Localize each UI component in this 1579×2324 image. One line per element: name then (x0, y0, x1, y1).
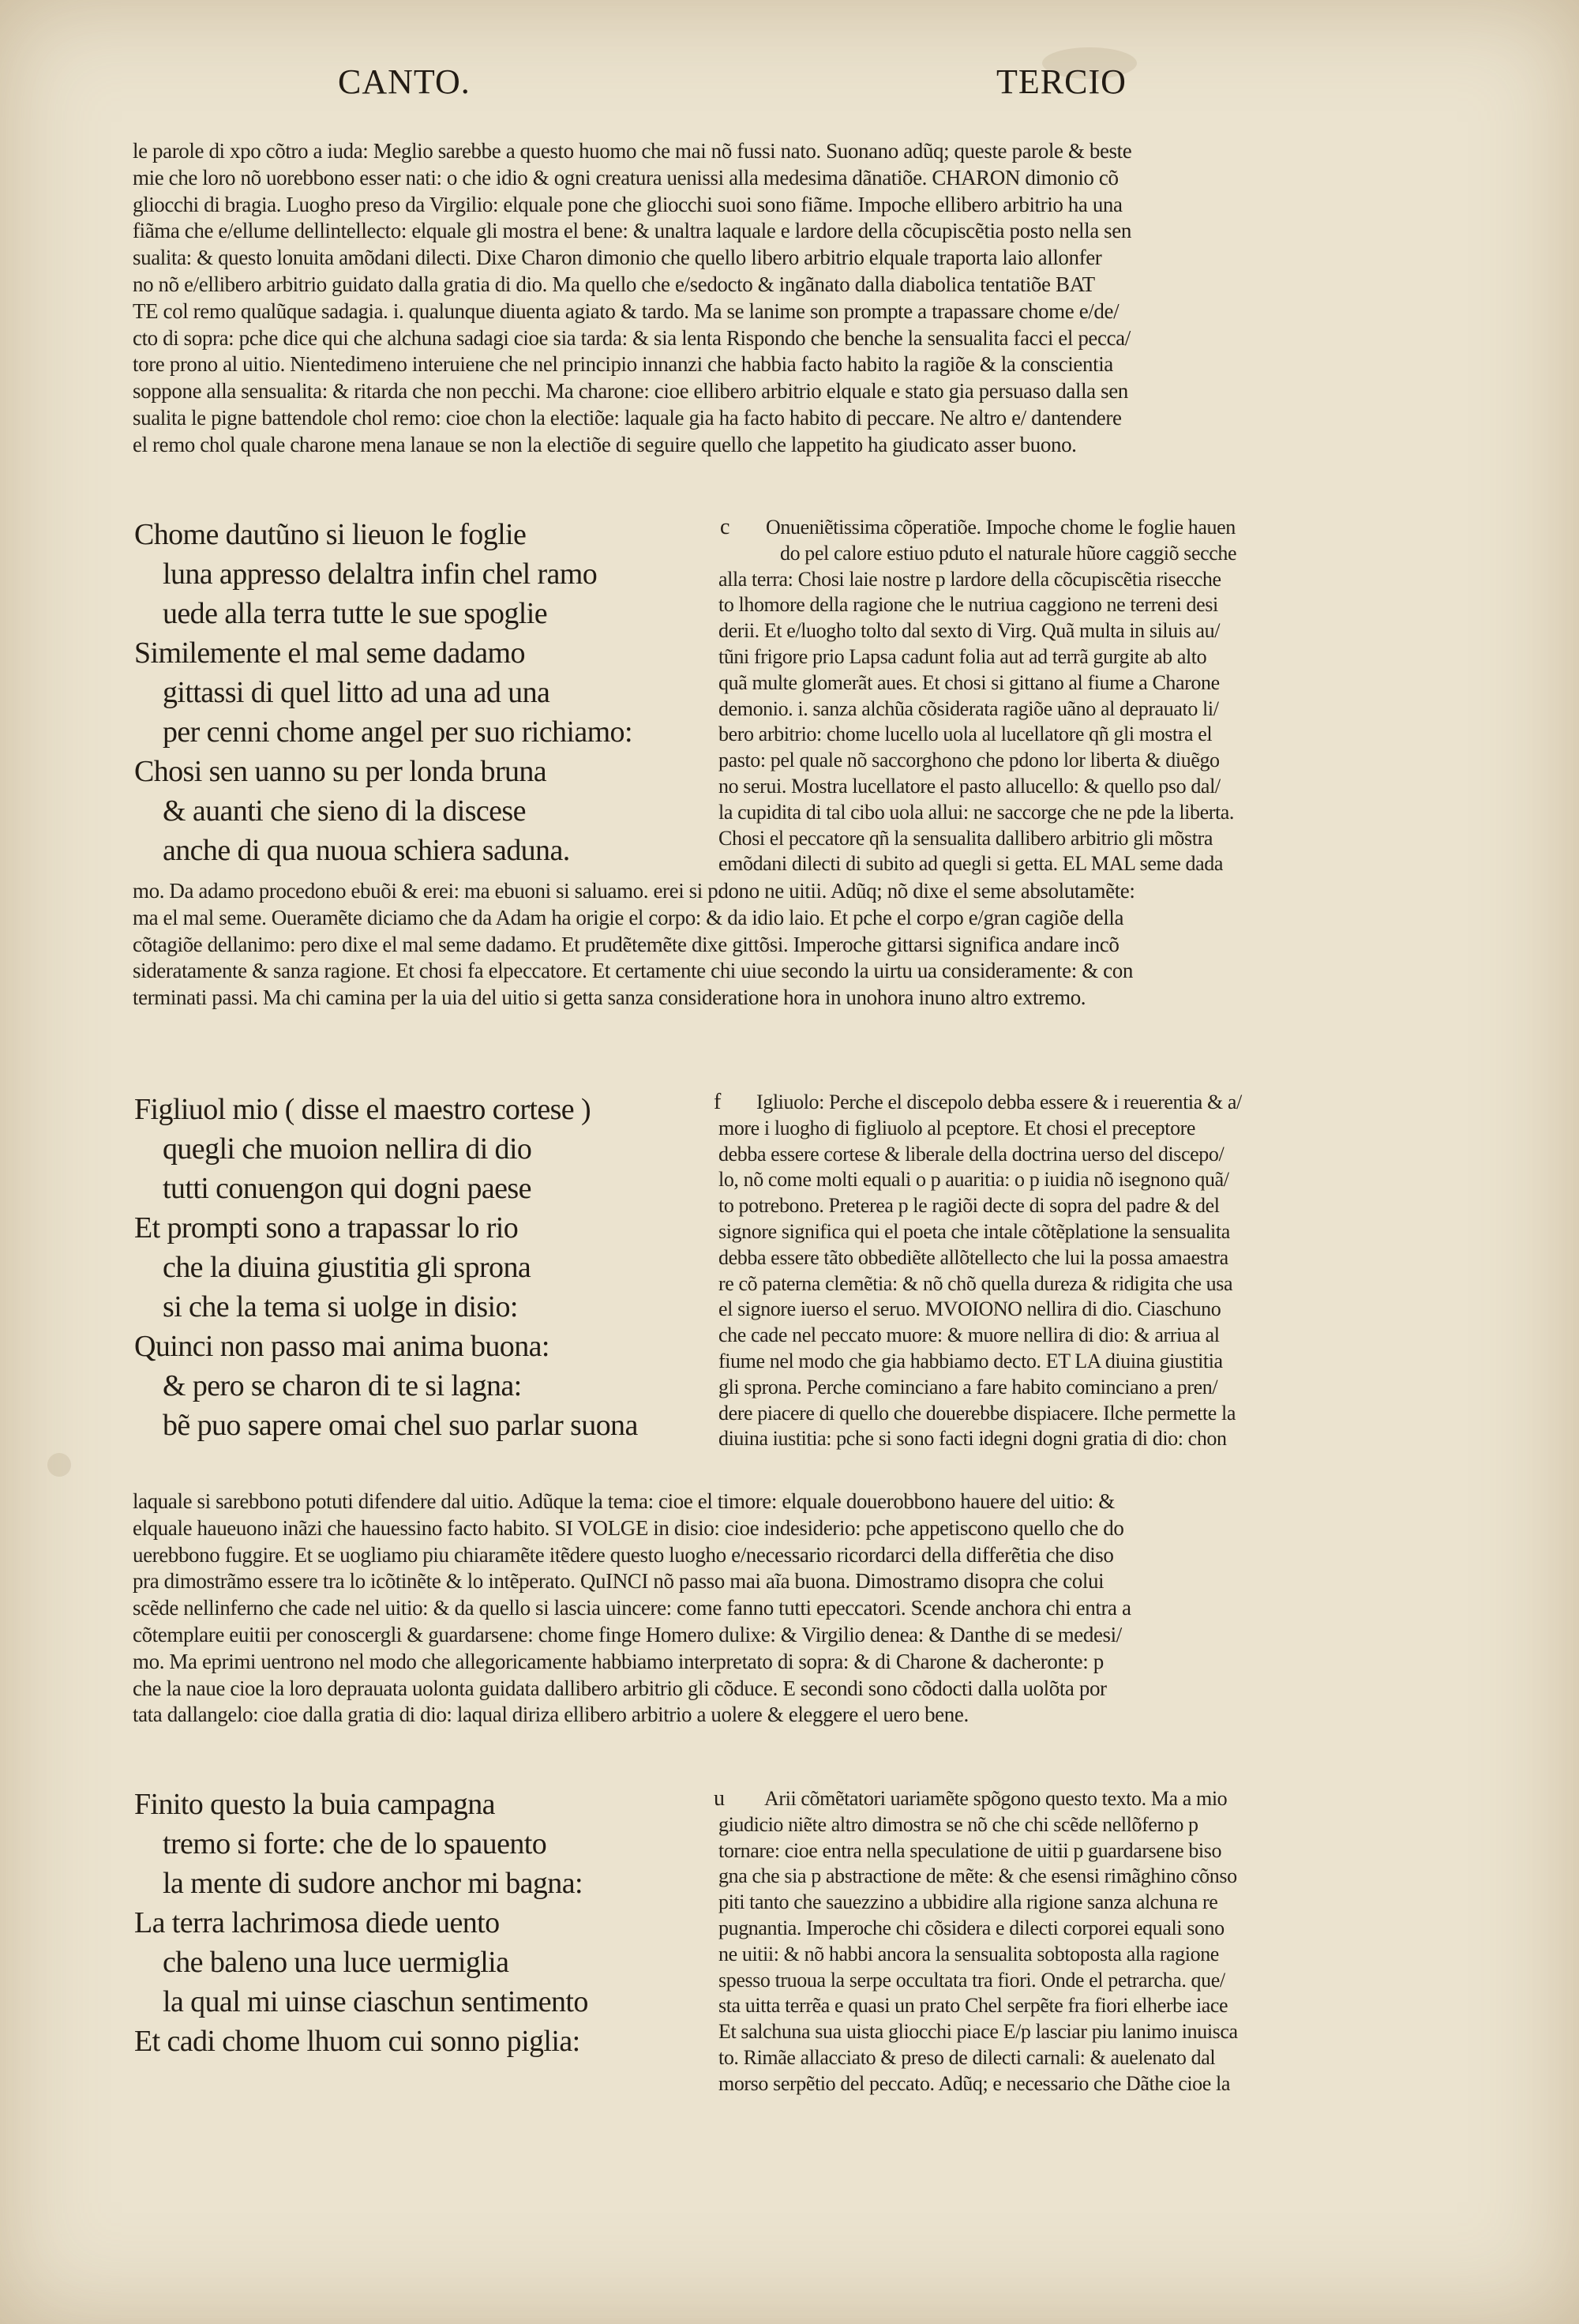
header-canto: CANTO. (338, 62, 471, 101)
text-line: ne uitii: & nõ habbi ancora la sensualita sobtoposta alla ragione (718, 1942, 1219, 1965)
text-line: debba essere cortese & liberale della doctrina uerso del discepo/ (718, 1142, 1225, 1166)
side-commentary-3 (718, 1786, 1396, 2097)
verse-block-3 (134, 1785, 588, 2061)
verse-line: la mente di sudore anchor mi bagna: (163, 1867, 583, 1900)
text-line: mie che loro nõ uorebbono esser nati: o che idio & ogni creatura uenissi alla medesima dãnatiõe. CHARON dimonio cõ (133, 165, 1119, 190)
text-line: no nõ e/ellibero arbitrio guidato dalla gratia di dio. Ma quello che e/sedocto & ingãnato dalla diabolica tentatiõe BAT (133, 272, 1095, 296)
verse-line: Chosi sen uanno su per londa bruna (134, 755, 547, 788)
verse-line: Quinci non passo mai anima buona: (134, 1330, 549, 1363)
text-line: re cõ paterna clemẽtia: & nõ chõ quella dureza & ridigita che usa (718, 1271, 1233, 1295)
text-line: do pel calore estiuo pduto el naturale hũore caggiõ secche (780, 541, 1237, 565)
verse-line: luna appresso delaltra infin chel ramo (163, 558, 598, 591)
verse-line: quegli che muoion nellira di dio (163, 1132, 532, 1166)
text-line: laquale si sarebbono potuti difendere dal uitio. Adũque la tema: cioe el timore: elquale douerobbono hauere del uitio: & (133, 1489, 1115, 1513)
text-line: terminati passi. Ma chi camina per la uia del uitio si getta sanza consideratione hora in unohora inuno altro extremo. (133, 986, 1086, 1010)
text-line: pra dimostrãmo essere tra lo icõtinẽte & lo intẽperato. QuINCI nõ passo mai aĩa buona. Dimostramo disopra che colui (133, 1569, 1105, 1594)
text-line: mo. Da adamo procedono ebuõi & erei: ma ebuoni si saluamo. erei si pdono ne uitii. Adũq; nõ dixe el seme absolutamẽte: (133, 879, 1135, 903)
header-tercio: TERCIO (996, 62, 1127, 101)
commentary-block-3 (133, 1489, 1405, 1729)
text-line: Onueniẽtissima cõperatiõe. Impoche chome le foglie hauen (766, 516, 1236, 539)
text-line: piti tanto che sauezzino a ubbidire alla rigione sanza alchuna re (718, 1890, 1218, 1914)
verse-line: Figliuol mio ( disse el maestro cortese ) (134, 1093, 591, 1126)
text-line: la cupidita di tal cibo uola allui: ne saccorge che ne pde la liberta. (718, 800, 1235, 824)
text-line: quã multe glomerãt aues. Et chosi si gittano al fiume a Charone (718, 670, 1220, 694)
text-line: derii. Et e/luogho tolto dal sexto di Virg. Quã multa in siluis au/ (718, 619, 1221, 643)
text-line: lo, nõ come molti equali o p auaritia: o p iuidia nõ isegnono quã/ (718, 1168, 1229, 1192)
text-line: emõdani dilecti di subito ad quegli si getta. EL MAL seme dada (718, 852, 1224, 876)
text-line: sualita: & questo lonuita amõdani dilecti. Dixe Charon dimonio che quello libero arbitrio elquale traporta laio allonfer (133, 246, 1102, 270)
text-line: to. Rimãe allacciato & preso de dilecti carnali: & auelenato dal (718, 2045, 1216, 2069)
side-commentary-1 (718, 515, 1397, 877)
text-line: tũni frigore prio Lapsa cadunt folia aut ad terrã gurgite ab alto (718, 644, 1207, 668)
verse-line: uede alla terra tutte le sue spoglie (163, 597, 547, 630)
text-line: Chosi el peccatore qñ la sensualita dallibero arbitrio gli mõstra (718, 826, 1213, 850)
verse-line: & auanti che sieno di la discese (163, 794, 526, 828)
text-line: cõtemplare euitii per conoscergli & guardarsene: chome finge Homero dulixe: & Virgilio denea: & Danthe di se medesi/ (133, 1622, 1122, 1646)
verse-line: Similemente el mal seme dadamo (134, 636, 525, 670)
verse-line: tutti conuengon qui dogni paese (163, 1172, 531, 1205)
text-line: dere piacere di quello che douerebbe dispiacere. Ilche permette la (718, 1401, 1236, 1425)
text-line: debba essere tãto obbediẽte allõtellecto che lui la possa amaestra (718, 1245, 1228, 1269)
text-line: Igliuolo: Perche el discepolo debba essere & i reuerentia & a/ (756, 1091, 1242, 1113)
verse-line: per cenni chome angel per suo richiamo: (163, 715, 632, 749)
verse-line: bẽ puo sapere omai chel suo parlar suona (163, 1409, 638, 1442)
commentary-block-2 (133, 878, 1405, 1012)
text-line: sta uitta terrẽa e quasi un prato Chel serpẽte fra fiori elherbe iace (718, 1994, 1228, 2018)
text-line: mo. Ma eprimi uentrono nel modo che allegoricamente habbiamo interpretato di sopra: & di Charone & dacheronte: p (133, 1649, 1104, 1673)
text-line: more i luogho di figliuolo al pceptore. Et chosi el preceptore (718, 1116, 1196, 1139)
text-line: el signore iuerso el seruo. MVOIONO nellira di dio. Ciaschuno (718, 1297, 1221, 1321)
text-line: Et salchuna sua uista gliocchi piace E/p lasciar piu lanimo inuisca (718, 2020, 1238, 2044)
verse-line: tremo si forte: che de lo spauento (163, 1827, 547, 1860)
verse-line: Finito questo la buia campagna (134, 1788, 495, 1821)
text-line: le parole di xpo cõtro a iuda: Meglio sarebbe a questo huomo che mai nõ fussi nato. Suonano adũq; queste parole & beste (133, 139, 1132, 163)
text-line: el remo chol quale charone mena lanaue se non la electiõe di seguire quello che lappetito ha giudicato asser buono. (133, 432, 1077, 456)
verse-line: che baleno una luce uermiglia (163, 1946, 509, 1979)
guide-letter: f (714, 1090, 722, 1114)
text-line: gli sprona. Perche cominciano a fare habito cominciano a pren/ (718, 1375, 1218, 1399)
text-line: tore prono al uitio. Nientedimeno interuiene che nel principio innanzi che habbia facto habito la ragiõe & la conscientia (133, 352, 1113, 377)
verse-line: Et prompti sono a trapassar lo rio (134, 1211, 519, 1245)
text-line: giudicio niẽte altro dimostra se nõ che chi scẽde nellõferno p (718, 1812, 1198, 1836)
text-line: pugnantia. Imperoche chi cõsidera e dilecti corporei equali sono (718, 1916, 1225, 1939)
text-line: TE col remo qualũque sadagia. i. qualunque diuenta agiato & tardo. Ma se lanime son prompte a trapassare chome e/de/ (133, 298, 1120, 323)
text-line: fiume nel modo che gia habbiamo decto. ET LA diuina giustitia (718, 1349, 1223, 1372)
text-line: elquale haueuono inãzi che hauessino facto habito. SI VOLGE in disio: cioe indesiderio: pche appetiscono quello che do (133, 1515, 1124, 1540)
text-line: gna che sia p abstractione de mẽte: & che esensi rimãghino cõnso (718, 1864, 1237, 1888)
text-line: Arii cõmẽtatori uariamẽte spõgono questo texto. Ma a mio (764, 1787, 1228, 1810)
text-line: che cade nel peccato muore: & muore nellira di dio: & arriua al (718, 1323, 1220, 1347)
paper-stain (47, 1453, 71, 1477)
verse-line: la qual mi uinse ciaschun sentimento (163, 1985, 588, 2018)
text-line: to lhomore della ragione che le nutriua caggiono ne terreni desi (718, 593, 1218, 617)
text-line: fiãma che e/ellume dellintellecto: elquale gli mostra el bene: & unaltra laquale e lardore della cõcupiscẽtia posto nella sen (133, 219, 1131, 243)
text-line: sualita le pigne battendole chol remo: cioe chon la electiõe: laquale gia ha facto habito di peccare. Ne altro e/ dantendere (133, 405, 1122, 430)
text-line: morso serpẽtio del peccato. Adũq; e necessario che Dãthe cioe la (718, 2071, 1230, 2095)
verse-line: che la diuina giustitia gli sprona (163, 1251, 531, 1284)
text-line: alla terra: Chosi laie nostre p lardore della cõcupiscẽtia risecche (718, 567, 1221, 591)
text-line: no serui. Mostra lucellatore el pasto allucello: & quello pso dal/ (718, 774, 1221, 798)
guide-letter: u (714, 1786, 725, 1811)
text-line: che la naue cioe la loro deprauata uolonta guidata dallibero arbitrio gli cõduce. E secondi sono cõdocti dalla uolõta por (133, 1676, 1107, 1700)
side-commentary-2 (718, 1090, 1397, 1452)
verse-line: Et cadi chome lhuom cui sonno piglia: (134, 2025, 580, 2058)
text-line: bero arbitrio: chome lucello uola al lucellatore qñ gli mostra el (718, 723, 1213, 746)
verse-line: anche di qua nuoua schiera saduna. (163, 834, 570, 867)
verse-block-2 (134, 1090, 638, 1445)
text-line: spesso truoua la serpe occultata tra fiori. Onde el petrarcha. que/ (718, 1968, 1225, 1992)
verse-line: & pero se charon di te si lagna: (163, 1369, 522, 1402)
text-line: diuina iustitia: pche si sono facti idegni dogni gratia di dio: chon (718, 1427, 1227, 1451)
verse-line: Chome dautũno si lieuon le foglie (134, 518, 527, 551)
verse-block-1 (134, 515, 632, 870)
text-line: ma el mal seme. Oueramẽte diciamo che da Adam ha origie el corpo: & da idio laio. Et pche el corpo e/gran cagiõe della (133, 905, 1124, 929)
commentary-block-1 (133, 138, 1405, 459)
verse-line: La terra lachrimosa diede uento (134, 1906, 500, 1939)
text-line: cto di sopra: pche dice qui che alchuna sadagi cioe sia tarda: & sia lenta Rispondo che benche la sensualita facci el pecca/ (133, 325, 1131, 350)
text-line: tata dallangelo: cioe dalla gratia di dio: laqual diriza ellibero arbitrio a uolere & eleggere el uero bene. (133, 1703, 969, 1727)
text-line: signore significa qui el poeta che intale cõtẽplatione la sensualita (718, 1219, 1230, 1243)
text-line: uerebbono fuggire. Et se uogliamo piu chiaramẽte itẽdere questo luogho e/necessario ricordarci della differẽtia che diso (133, 1542, 1114, 1567)
text-line: sideratamente & sanza ragione. Et chosi fa elpeccatore. Et certamente chi uiue secondo la uirtu ua consideramente: & con (133, 959, 1133, 983)
guide-letter: c (720, 515, 730, 539)
text-line: scẽde nellinferno che cade nel uitio: & da quello si lascia uincere: come fanno tutti epeccatori. Scende anchora chi entra a (133, 1596, 1131, 1620)
text-line: to potrebono. Preterea p le ragiõi decte di sopra del padre & del (718, 1194, 1220, 1218)
text-line: pasto: pel quale nõ saccorghono che pdono lor liberta & diuẽgo (718, 749, 1220, 772)
verse-line: gittassi di quel litto ad una ad una (163, 676, 550, 709)
text-line: demonio. i. sanza alchũa cõsiderata ragiõe uãno al deprauato li/ (718, 696, 1219, 720)
text-line: soppone alla sensualita: & ritarda che non pecchi. Ma charone: cioe ellibero arbitrio elquale e stato gia persuaso dalla sen (133, 379, 1128, 404)
text-line: tornare: cioe entra nella speculatione de uitii p guardarsene biso (718, 1838, 1222, 1862)
text-line: cõtagiõe dellanimo: pero dixe el mal seme dadamo. Et prudẽtemẽte dixe gittõsi. Imperoche gittarsi significa andare incõ (133, 932, 1120, 956)
text-line: gliocchi di bragia. Luogho preso da Virgilio: elquale pone che gliocchi suoi sono fiãme. Impoche ellibero arbitrio ha una (133, 192, 1123, 216)
verse-line: si che la tema si uolge in disio: (163, 1290, 518, 1323)
